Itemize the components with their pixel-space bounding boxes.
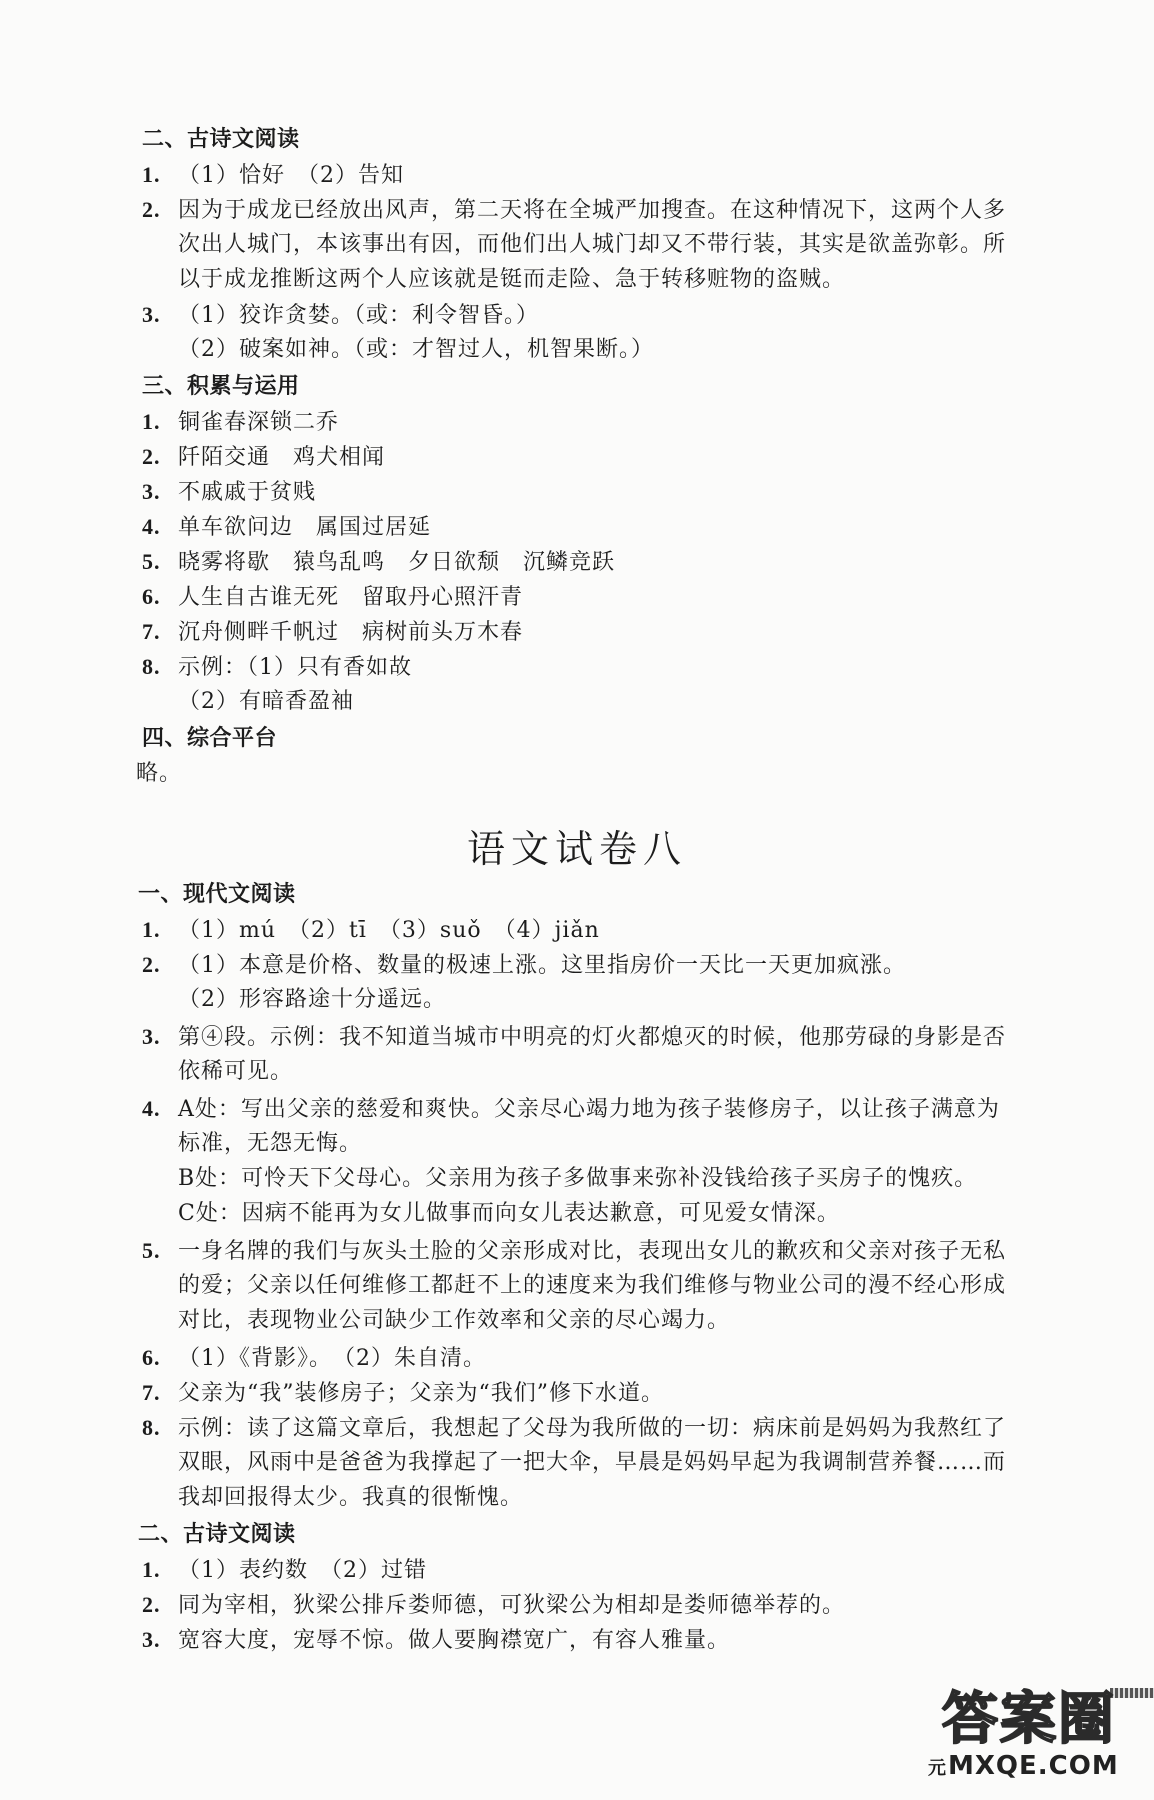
answer-line: 1. （1）表约数 （2）过错 [142,1557,427,1583]
section-heading: 三、积累与运用 [142,374,300,399]
answer-line: （2）有暗香盈袖 [178,689,354,714]
answer-line: 标准，无怨无悔。 [178,1131,363,1156]
answer-line: 5. 晓雾将歇 猿鸟乱鸣 夕日欲颓 沉鳞竞跃 [142,549,616,575]
answer-line: 次出人城门，本该事出有因，而他们出人城门却又不带行装，其实是欲盖弥彰。所 [178,232,1007,257]
answer-line: 2. 阡陌交通 鸡犬相闻 [142,444,386,470]
answer-line: 1. （1）mú （2）tī （3）suǒ （4）jiǎn [142,917,600,943]
section-heading: 四、综合平台 [142,726,278,751]
answer-line: 1. 铜雀春深锁二乔 [142,409,340,435]
answer-line: 2. （1）本意是价格、数量的极速上涨。这里指房价一天比一天更加疯涨。 [142,952,906,978]
answer-line: 依稀可见。 [178,1059,294,1084]
answer-line: 双眼，风雨中是爸爸为我撑起了一把大伞，早晨是妈妈早起为我调制营养餐……而 [178,1450,1007,1475]
page-mark: 元 [928,1758,946,1779]
answer-line: 5. 一身名牌的我们与灰头土脸的父亲形成对比，表现出女儿的歉疚和父亲对孩子无私 [142,1238,1007,1264]
answer-line: 1. （1）恰好 （2）告知 [142,162,404,188]
watermark-logo-text: 答案圈 [942,1687,1116,1752]
answer-line: 3. 宽容大度，宠辱不惊。做人要胸襟宽广，有容人雅量。 [142,1627,731,1653]
answer-line: 2. 同为宰相，狄梁公排斥娄师德，可狄梁公为相却是娄师德举荐的。 [142,1592,846,1618]
answer-line: 3. 第④段。示例：我不知道当城市中明亮的灯火都熄灭的时候，他那劳碌的身影是否 [142,1024,1007,1050]
answer-line: 略。 [136,761,183,786]
answer-line: 4. A处：写出父亲的慈爱和爽快。父亲尽心竭力地为孩子装修房子，以让孩子满意为 [142,1096,1000,1122]
section-heading: 二、古诗文阅读 [142,127,300,152]
watermark-logo-url: MXQE.COM [948,1751,1119,1781]
answer-line: 2. 因为于成龙已经放出风声，第二天将在全城严加搜查。在这种情况下，这两个人多 [142,197,1007,223]
answer-line: 6. 人生自古谁无死 留取丹心照汗青 [142,584,524,610]
answer-line: 3. 不戚戚于贫贱 [142,479,317,505]
answer-line: 的爱；父亲以任何维修工都赶不上的速度来为我们维修与物业公司的漫不经心形成 [178,1273,1007,1298]
answer-line: 对比，表现物业公司缺少工作效率和父亲的尽心竭力。 [178,1308,731,1333]
section-heading: 一、现代文阅读 [138,882,296,907]
answer-line: 8. 示例：（1）只有香如故 [142,654,412,680]
answer-line: 我却回报得太少。我真的很惭愧。 [178,1485,524,1510]
answer-line: 4. 单车欲问边 属国过居延 [142,514,432,540]
answer-line: 6. （1）《背影》。 （2）朱自清。 [142,1345,486,1371]
answer-line: 8. 示例：读了这篇文章后，我想起了父母为我所做的一切：病床前是妈妈为我熬红了 [142,1415,1007,1441]
answer-line: （2）破案如神。（或：才智过人，机智果断。） [178,337,654,362]
watermark-logo [930,1685,1145,1785]
answer-line: 7. 父亲为“我”装修房子；父亲为“我们”修下水道。 [142,1380,664,1406]
answer-line: 以于成龙推断这两个人应该就是铤而走险、急于转移赃物的盗贼。 [178,267,846,292]
answer-line: B处：可怜天下父母心。父亲用为孩子多做事来弥补没钱给孩子买房子的愧疚。 [178,1166,978,1191]
answer-line: 7. 沉舟侧畔千帆过 病树前头万木春 [142,619,524,645]
answer-line: （2）形容路途十分遥远。 [178,987,446,1012]
section-heading: 二、古诗文阅读 [138,1522,296,1547]
answer-line: C处：因病不能再为女儿做事而向女儿表达歉意，可见爱女情深。 [178,1201,840,1226]
paper-title: 语文试卷八 [466,827,687,871]
answer-line: 3. （1）狡诈贪婪。（或：利令智昏。） [142,302,539,328]
